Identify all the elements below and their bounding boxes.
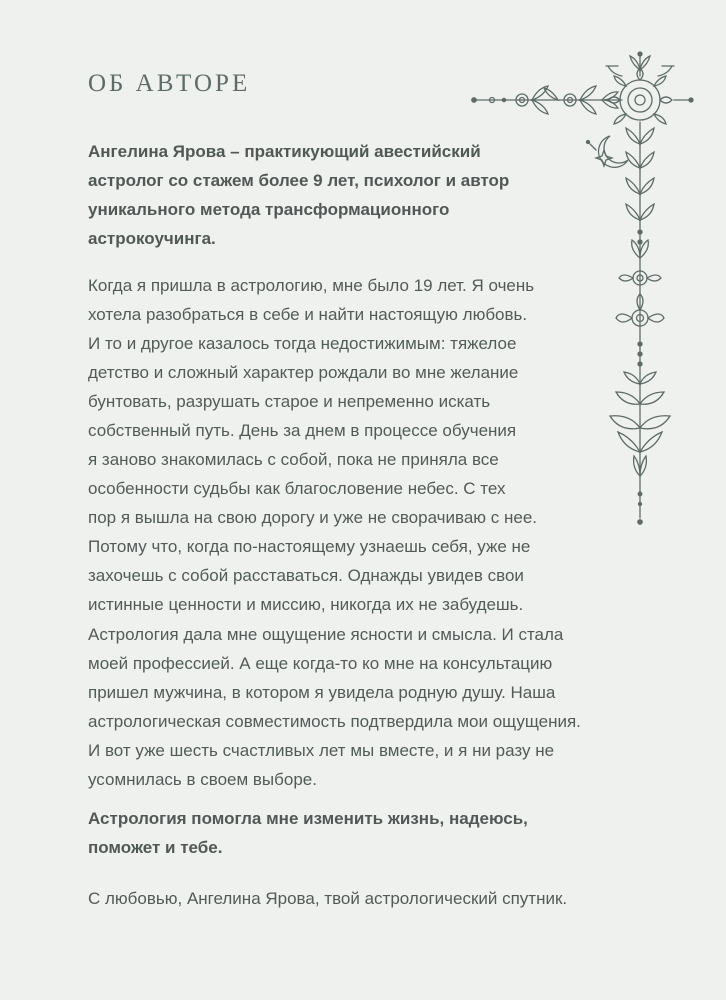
author-intro <box>88 137 509 253</box>
paragraph-line: истинные ценности и миссию, никогда их не забудешь. <box>88 595 524 614</box>
paragraph-line: особенности судьбы как благословение небес. С тех <box>88 479 506 498</box>
paragraph-line: моей профессией. А еще когда-то ко мне на консультацию <box>88 654 553 673</box>
intro-line: астролог со стажем более 9 лет, психолог и автор <box>88 171 510 190</box>
paragraph-line: Потому что, когда по-настоящему узнаешь себя, уже не <box>88 537 531 556</box>
paragraph-story <box>88 271 537 619</box>
intro-line: уникального метода трансформационного <box>88 200 450 219</box>
intro-line: Ангелина Ярова – практикующий авестийский <box>88 142 481 161</box>
paragraph-line: детство и сложный характер рождали во мне желание <box>88 363 519 382</box>
closing-line: Астрология помогла мне изменить жизнь, надеюсь, <box>88 809 528 828</box>
intro-line: астрокоучинга. <box>88 229 216 248</box>
paragraph-line: И то и другое казалось тогда недостижимым: тяжелое <box>88 334 517 353</box>
paragraph-line: я заново знакомилась с собой, пока не приняла все <box>88 450 499 469</box>
paragraph-line: астрологическая совместимость подтвердила мои ощущения. <box>88 712 581 731</box>
closing-statement <box>88 804 528 862</box>
paragraph-line: пор я вышла на свою дорогу и уже не сворачиваю с нее. <box>88 508 538 527</box>
paragraph-line: Астрология дала мне ощущение ясности и смысла. И стала <box>88 625 564 644</box>
paragraph-line: захочешь с собой расставаться. Однажды увидев свои <box>88 566 524 585</box>
page-title: ОБ АВТОРЕ <box>88 70 251 97</box>
paragraph-line: Когда я пришла в астрологию, мне было 19 лет. Я очень <box>88 276 535 295</box>
paragraph-line: собственный путь. День за днем в процессе обучения <box>88 421 517 440</box>
paragraph-line: И вот уже шесть счастливых лет мы вместе, и я ни разу не <box>88 741 555 760</box>
paragraph-line: хотела разобраться в себе и найти настоящую любовь. <box>88 305 528 324</box>
closing-line: поможет и тебе. <box>88 838 223 857</box>
paragraph-line: бунтовать, разрушать старое и непременно искать <box>88 392 491 411</box>
paragraph-line: пришел мужчина, в котором я увидела родную душу. Наша <box>88 683 556 702</box>
paragraph-profession <box>88 620 581 794</box>
signoff: С любовью, Ангелина Ярова, твой астрологический спутник. <box>88 889 568 908</box>
paragraph-line: усомнилась в своем выборе. <box>88 770 317 789</box>
